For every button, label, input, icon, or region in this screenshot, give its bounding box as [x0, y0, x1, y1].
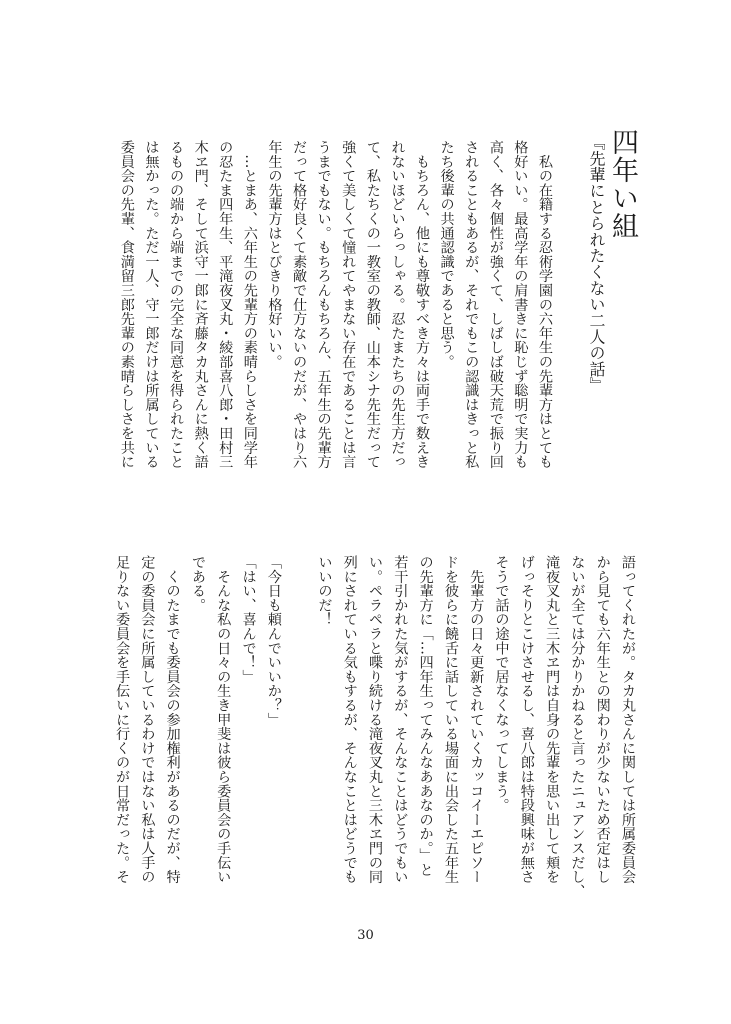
text-column: から見ても六年生との関わりが少ないため否定はし — [594, 555, 611, 884]
page-number: 30 — [357, 928, 374, 943]
chapter-title: 四年い組 — [607, 128, 638, 240]
text-column: れないほどいらっしゃる。忍たまたちの先生方だっ — [389, 140, 406, 469]
text-column: 「はい、喜んで！」 — [240, 555, 257, 684]
text-column: 足りない委員会を手伝いに行くのが日常だった。そ — [114, 555, 131, 884]
text-column: 私の在籍する忍術学園の六年生の先輩方はとても — [537, 140, 553, 469]
text-column — [286, 555, 311, 875]
text-column: ドを彼らに饒舌に話している場面に出会した五年生 — [442, 555, 459, 884]
text-column: い。ペラペラと喋り続ける滝夜叉丸と三木ヱ門の同 — [367, 555, 384, 884]
text-column: て、私たちくの一教室の教師、山本シナ先生だって — [364, 140, 381, 469]
text-column: るものの端から端までの完全な同意を得られたこと — [168, 140, 185, 469]
upper-text-block — [114, 140, 557, 469]
text-column: ないが全ては分かりかねると言ったニュアンスだし、 — [569, 555, 586, 899]
text-column: …とまあ、六年生の先輩方の素晴らしさを同学年 — [241, 140, 258, 469]
text-column: 滝夜叉丸と三木ヱ門は自身の先輩を思い出して頬を — [544, 555, 561, 884]
text-column: されることもあるが、それでもこの認識はきっと私 — [463, 140, 480, 469]
text-column: 強くて美しくて憧れてやまない存在であることは言 — [340, 140, 357, 469]
text-column: である。 — [189, 555, 206, 613]
text-column: 委員会の先輩、食満留三郎先輩の素晴らしさを共に — [118, 140, 135, 469]
text-column: うまでもない。もちろんもちろん、五年生の先輩方 — [315, 140, 332, 469]
text-column: の忍たま四年生、平滝夜叉丸・綾部喜八郎・田村三 — [217, 140, 234, 469]
text-column: 年生の先輩方はとびきり格好いい。 — [266, 140, 283, 369]
text-column: 先輩方の日々更新されていくカッコイーエピソー — [468, 555, 485, 884]
text-column: そんな私の日々の生き甲斐は彼ら委員会の手伝い — [215, 555, 232, 884]
text-column: 「今日も頼んでいいか？」 — [265, 555, 282, 727]
text-column: 定の委員会に所属しているわけではない私は人手の — [139, 555, 156, 884]
story-subtitle: 『先輩にとられたくない二人の話』 — [587, 134, 606, 394]
text-column: いいのだ！ — [316, 555, 333, 627]
text-column: 木ヱ門、そして浜守一郎に斉藤タカ丸さんに熱く語 — [192, 140, 209, 469]
text-column: は無かった。ただ一人、守一郎だけは所属している — [143, 140, 160, 469]
lower-text-block — [109, 555, 640, 899]
text-column: 若干引かれた気がするが、そんなことはどうでもい — [392, 555, 409, 884]
text-column: くのたまでも委員会の参加権利があるのだが、特 — [164, 555, 181, 884]
text-column: もちろん、他にも尊敬すべき方々は両手で数えき — [414, 140, 431, 469]
text-column: 列にされている気もするが、そんなことはどうでも — [341, 555, 358, 884]
text-column: そうで話の途中で居なくなってしまう。 — [493, 555, 510, 813]
text-column: の先輩方に「…四年生ってみんなああなのか。」と — [417, 555, 434, 877]
text-column: たち後輩の共通認識であると思う。 — [438, 140, 455, 369]
text-column: だって格好良くて素敵で仕方ないのだが、やはり六 — [291, 140, 308, 469]
text-column: 格好いい。最高学年の肩書きに恥じず聡明で実力も — [512, 140, 529, 469]
text-column: げっそりとこけさせるし、喜八郎は特段興味が無さ — [518, 555, 535, 884]
text-column: 高く、各々個性が強くて、しばしば破天荒で振り回 — [487, 140, 504, 469]
text-column: 語ってくれたが。タカ丸さんに関しては所属委員会 — [620, 555, 636, 884]
